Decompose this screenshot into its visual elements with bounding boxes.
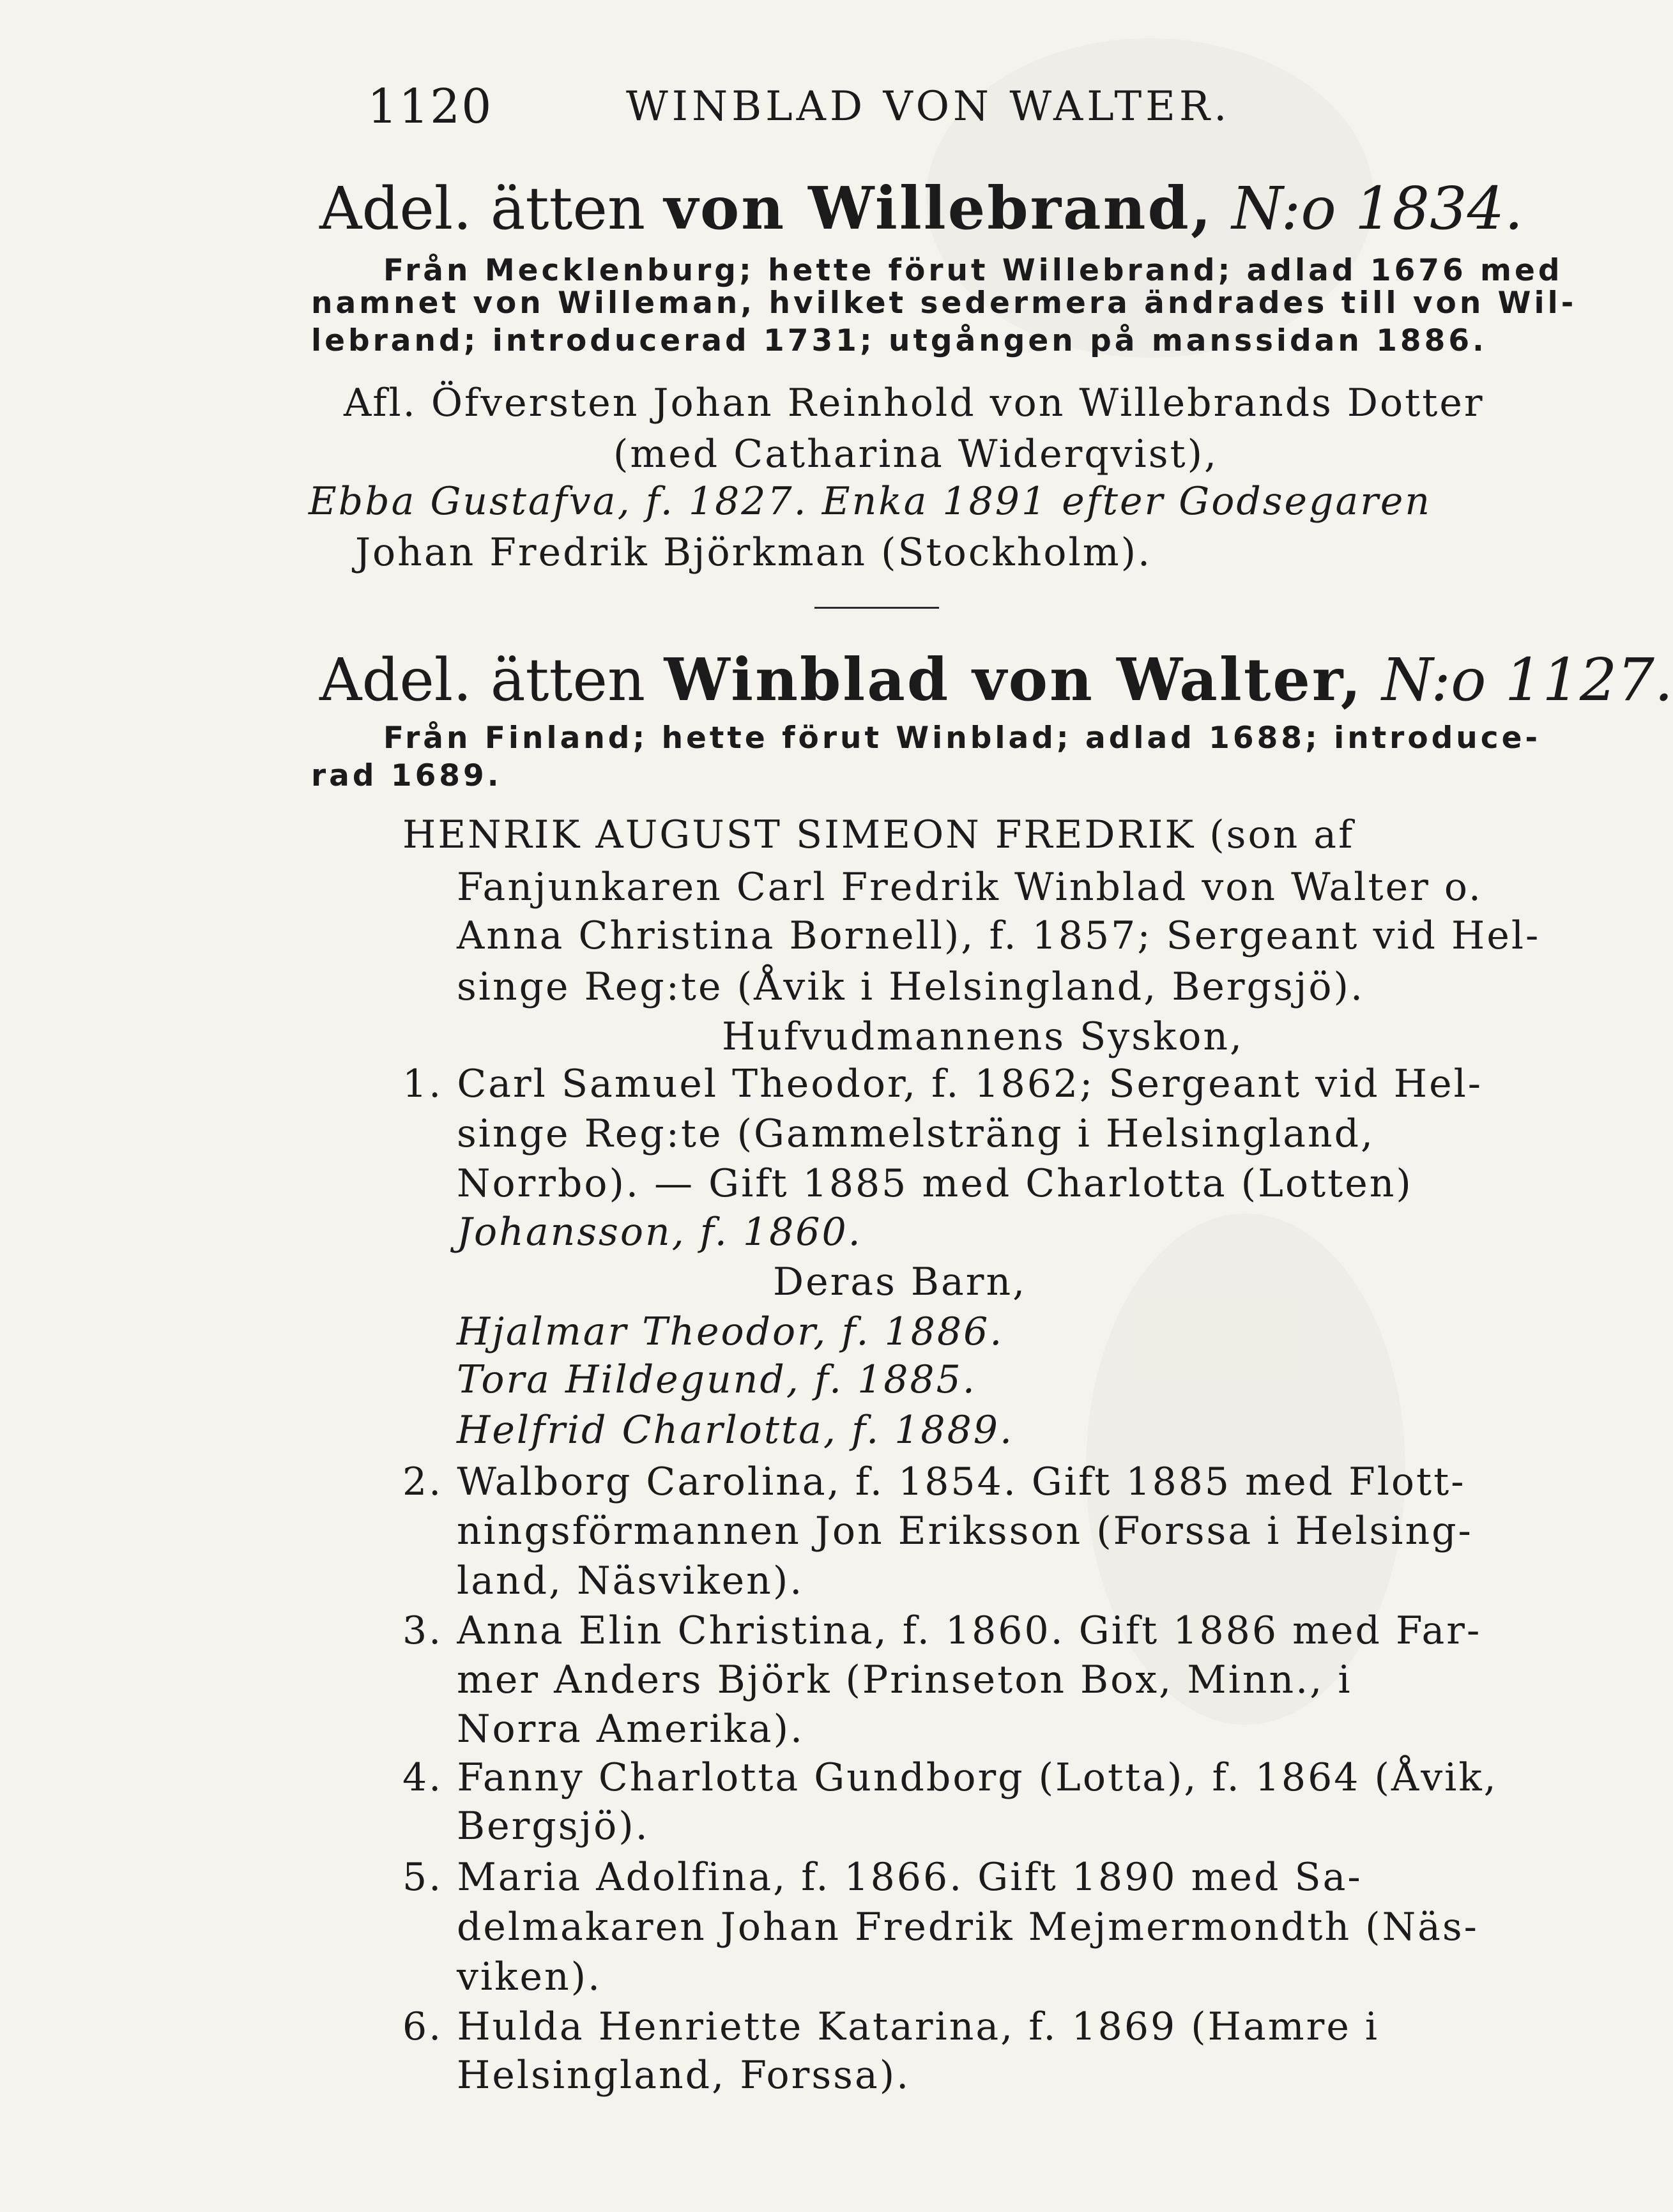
entry-line: ningsförmannen Jon Eriksson (Forssa i Helsing-	[457, 1509, 1473, 1553]
child-line: Tora Hildegund, f. 1885.	[457, 1357, 977, 1402]
title-prefix: Adel. ätten	[319, 646, 646, 714]
title-family: von Willebrand,	[664, 174, 1213, 243]
page-number: 1120	[367, 79, 493, 134]
body-line: Johan Fredrik Björkman (Stockholm).	[355, 530, 1152, 575]
title-family: Winblad von Walter,	[664, 645, 1363, 714]
entry-line: delmakaren Johan Fredrik Mejmermondth (Näs-	[457, 1905, 1479, 1949]
entry-line: Helsingland, Forssa).	[457, 2053, 911, 2098]
main-entry-line: Anna Christina Bornell), f. 1857; Sergeant vid Hel-	[457, 913, 1541, 958]
child-line: Hjalmar Theodor, f. 1886.	[457, 1309, 1004, 1354]
intro-line: rad 1689.	[311, 758, 502, 793]
entry-line: singe Reg:te (Gammelsträng i Helsingland,	[457, 1111, 1375, 1156]
intro-line: Från Mecklenburg; hette förut Willebrand; adlad 1676 med	[383, 253, 1563, 288]
entry-line: Norrbo). — Gift 1885 med Charlotta (Lotten)	[457, 1161, 1413, 1206]
entry-line: Johansson, f. 1860.	[457, 1210, 862, 1255]
body-line: Ebba Gustafva, f. 1827. Enka 1891 efter Godsegaren	[309, 479, 1432, 524]
siblings-heading: Hufvudmannens Syskon,	[722, 1014, 1244, 1059]
title-number: N:o 1834.	[1232, 174, 1524, 243]
title-prefix: Adel. ätten	[319, 174, 646, 243]
entry-line: land, Näsviken).	[457, 1559, 804, 1603]
entry-line: mer Anders Björk (Prinseton Box, Minn., i	[457, 1658, 1352, 1702]
entry-line: Norra Amerika).	[457, 1707, 805, 1751]
running-title: WINBLAD VON WALTER.	[626, 83, 1231, 130]
entry-line: 1. Carl Samuel Theodor, f. 1862; Sergeant vid Hel-	[402, 1062, 1483, 1106]
body-line: (med Catharina Widerqvist),	[613, 432, 1219, 477]
body-line: Afl. Öfversten Johan Reinhold von Willebrands Dotter	[344, 381, 1485, 425]
title-number: N:o 1127.	[1381, 646, 1673, 714]
intro-line: lebrand; introducerad 1731; utgången på manssidan 1886.	[311, 323, 1487, 358]
intro-line: Från Finland; hette förut Winblad; adlad 1688; introduce-	[383, 721, 1541, 756]
child-line: Helfrid Charlotta, f. 1889.	[457, 1408, 1014, 1453]
intro-line: namnet von Willeman, hvilket sedermera ändrades till von Wil-	[311, 286, 1577, 321]
entry-line: 3. Anna Elin Christina, f. 1860. Gift 1886 med Far-	[402, 1608, 1482, 1653]
children-heading: Deras Barn,	[773, 1260, 1027, 1304]
main-entry-line: singe Reg:te (Åvik i Helsingland, Bergsjö).	[457, 965, 1365, 1009]
entry-line: viken).	[457, 1955, 602, 1999]
section-divider	[814, 607, 939, 609]
main-entry-line: HENRIK AUGUST SIMEON FREDRIK (son af	[402, 812, 1355, 857]
entry-line: 5. Maria Adolfina, f. 1866. Gift 1890 med Sa-	[402, 1855, 1363, 1900]
section-title-willebrand	[319, 174, 1523, 243]
entry-line: 4. Fanny Charlotta Gundborg (Lotta), f. 1864 (Åvik,	[402, 1755, 1498, 1800]
section-title-winblad	[319, 645, 1673, 714]
entry-line: Bergsjö).	[457, 1804, 650, 1849]
entry-line: 2. Walborg Carolina, f. 1854. Gift 1885 med Flott-	[402, 1460, 1466, 1504]
entry-line: 6. Hulda Henriette Katarina, f. 1869 (Hamre i	[402, 2004, 1380, 2049]
main-entry-line: Fanjunkaren Carl Fredrik Winblad von Walter o.	[457, 865, 1483, 910]
